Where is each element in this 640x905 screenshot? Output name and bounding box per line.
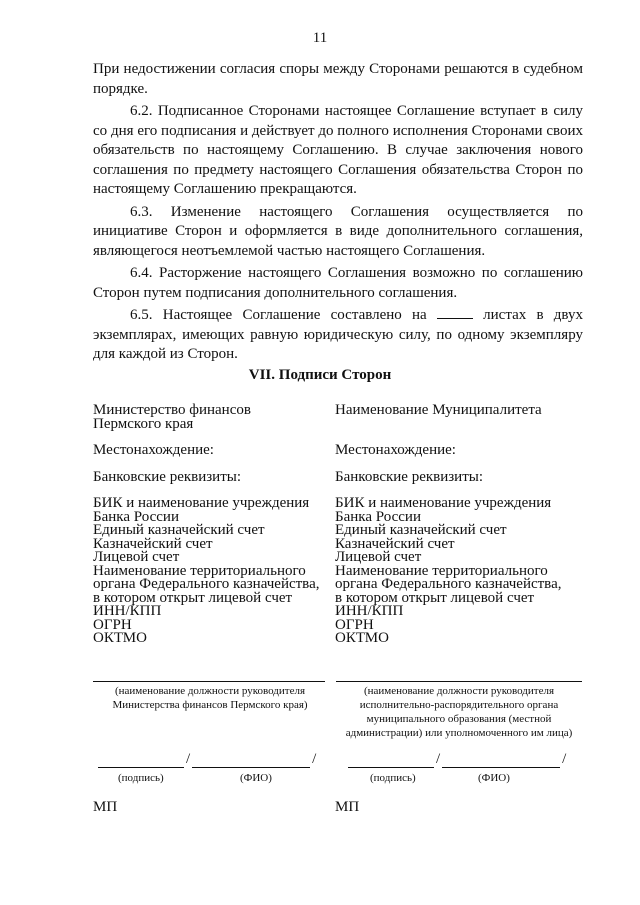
paragraph-6-4: 6.4. Расторжение настоящего Соглашения возможно по соглашению Сторон путем подписания дополнительного соглашения.: [93, 265, 583, 301]
paragraph-6-3: 6.3. Изменение настоящего Соглашения осуществляется по инициативе Сторон и оформляется в виде дополнительного соглашения, являющегося неотъемлемой частью настоящего Соглашения.: [93, 203, 583, 259]
left-signature-row: [98, 751, 318, 767]
left-detail-line: Наименование территориального: [93, 562, 306, 579]
right-slash-end: /: [562, 751, 567, 767]
right-slash: /: [436, 751, 441, 767]
right-detail-line: Банка России: [335, 508, 421, 525]
right-caption-line: администрации) или уполномоченного им лица): [345, 727, 573, 739]
right-bank-header: Банковские реквизиты:: [335, 468, 484, 485]
section-title: VII. Подписи Сторон: [248, 367, 392, 383]
right-signature-row: [348, 751, 568, 767]
paragraph-6-5: [93, 306, 583, 365]
right-fio-field: [442, 752, 560, 768]
left-party-name: [93, 404, 325, 431]
paragraph-6-5-after: листах в двух экземплярах, имеющих равную юридическую силу, по одному экземпляру для каждой из Сторон.: [93, 307, 583, 362]
right-fio-label: (ФИО): [478, 772, 510, 784]
left-location: Местонахождение:: [93, 442, 214, 458]
left-caption-line: (наименование должности руководителя: [114, 685, 306, 697]
left-caption-line: Министерства финансов Пермского края): [112, 699, 308, 711]
sheets-count-blank: [437, 306, 473, 319]
left-stamp-place: МП: [93, 799, 118, 815]
left-slash-end: /: [312, 751, 317, 767]
agreement-body: [93, 60, 583, 368]
right-stamp-place: МП: [335, 799, 360, 815]
left-fio-label: (ФИО): [240, 772, 272, 784]
right-location: Местонахождение:: [335, 442, 456, 458]
left-signature-field: [98, 752, 184, 768]
left-detail-line: БИК и наименование учреждения: [93, 495, 310, 511]
left-sign-label: (подпись): [118, 772, 164, 784]
right-position-line: [336, 681, 582, 682]
left-slash: /: [186, 751, 191, 767]
paragraph-disputes: При недостижении согласия споры между Сторонами решаются в судебном порядке.: [93, 61, 583, 97]
right-party-name-line1: Наименование Муниципалитета: [335, 402, 542, 418]
right-party-name-spacer: [335, 418, 580, 432]
left-position-line: [93, 681, 325, 682]
right-detail-line: ОКТМО: [335, 630, 389, 646]
left-detail-line: в котором открыт лицевой счет: [93, 589, 293, 606]
left-detail-line: ОГРН: [93, 616, 132, 633]
paragraph-6-2: 6.2. Подписанное Сторонами настоящее Соглашение вступает в силу со дня его подписания и действует до полного исполнения Сторонами своих обязательств по настоящему Соглашению. В случае заключения нового соглашения по предмету настоящего Соглашения обязательства Сторон по настоящему Соглашению прекращаются.: [93, 103, 583, 197]
left-detail-line: Единый казначейский счет: [93, 522, 265, 538]
right-signature-field: [348, 752, 434, 768]
right-detail-line: БИК и наименование учреждения: [335, 495, 552, 511]
left-position-caption: [93, 684, 327, 712]
left-bank-header: Банковские реквизиты:: [93, 468, 242, 485]
left-party-name-line1: Министерство финансов: [93, 402, 251, 418]
right-detail-line: ОГРН: [335, 616, 374, 633]
left-fio-field: [192, 752, 310, 768]
right-party-name: [335, 404, 580, 431]
right-position-caption: [336, 684, 582, 740]
right-detail-line: Лицевой счет: [335, 549, 422, 565]
right-detail-line: в котором открыт лицевой счет: [335, 589, 535, 606]
right-detail-line: Казначейский счет: [335, 535, 455, 552]
left-detail-line: органа Федерального казначейства,: [93, 576, 320, 592]
left-detail-line: ИНН/КПП: [93, 603, 162, 619]
right-detail-line: Единый казначейский счет: [335, 522, 507, 538]
right-detail-line: Наименование территориального: [335, 562, 548, 579]
right-caption-line: (наименование должности руководителя: [363, 685, 555, 697]
right-caption-line: исполнительно-распорядительного органа: [359, 699, 559, 711]
page-number: 11: [312, 30, 328, 46]
paragraph-6-5-before: 6.5. Настоящее Соглашение составлено на: [130, 307, 427, 323]
left-party-name-line2: Пермского края: [93, 415, 194, 432]
right-caption-line: муниципального образования (местной: [366, 713, 552, 725]
right-sign-label: (подпись): [370, 772, 416, 784]
right-detail-line: ИНН/КПП: [335, 603, 404, 619]
left-detail-line: Лицевой счет: [93, 549, 180, 565]
right-detail-line: органа Федерального казначейства,: [335, 576, 562, 592]
right-party-block: [335, 404, 580, 646]
left-party-block: [93, 404, 325, 646]
left-detail-line: Казначейский счет: [93, 535, 213, 552]
left-detail-line: Банка России: [93, 508, 179, 525]
left-bank-details: [93, 497, 325, 646]
left-detail-line: ОКТМО: [93, 630, 147, 646]
right-bank-details: [335, 497, 580, 646]
